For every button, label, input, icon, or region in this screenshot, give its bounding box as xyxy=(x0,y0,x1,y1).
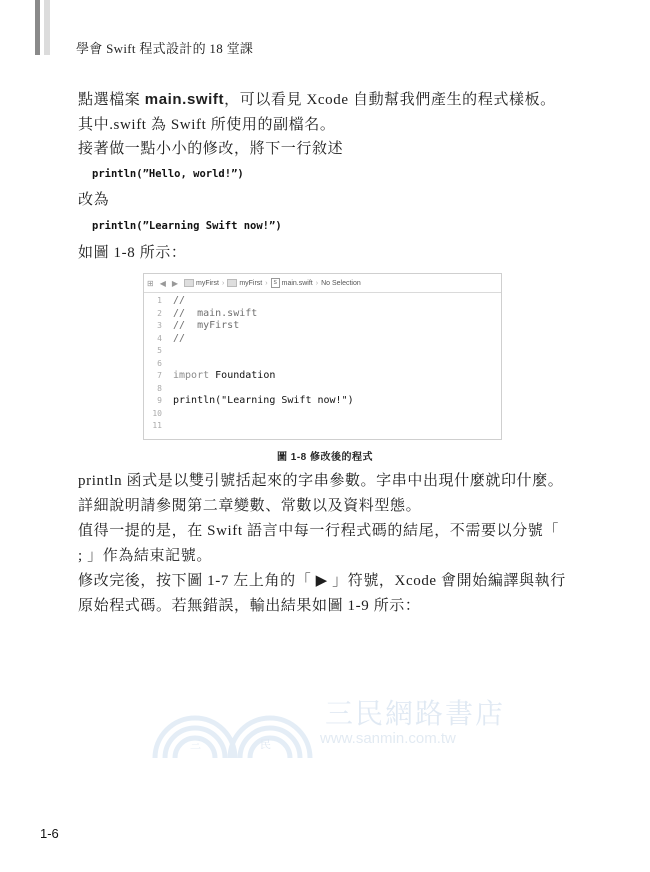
code-line xyxy=(144,345,501,358)
line-code: Foundation xyxy=(215,370,276,381)
line-code: println("Learning Swift now!") xyxy=(173,395,354,406)
watermark-char-1: 三 xyxy=(190,739,201,751)
watermark-url: www.sanmin.com.tw xyxy=(320,730,456,747)
jump-bar xyxy=(144,274,501,293)
code-line xyxy=(144,420,501,433)
crumb-project[interactable]: myFirst xyxy=(196,279,219,287)
code-line xyxy=(144,395,501,408)
filename-main-swift: main.swift xyxy=(144,91,225,108)
code-line xyxy=(144,320,501,333)
figure-caption: 圖 1-8 修改後的程式 xyxy=(276,452,373,463)
paragraph-4: 如圖 1-8 所示： xyxy=(78,245,187,261)
grid-icon[interactable]: ⊞ xyxy=(147,278,154,288)
paragraph-1 xyxy=(78,87,568,138)
p1-prefix: 點選檔案 xyxy=(78,92,145,108)
line-number: 6 xyxy=(157,358,162,368)
crumb-selection[interactable]: No Selection xyxy=(321,279,361,287)
line-code: // xyxy=(173,332,186,344)
swift-file-icon: S xyxy=(271,278,280,288)
folder-icon xyxy=(227,279,237,287)
xcode-editor-figure xyxy=(143,273,502,440)
project-icon xyxy=(184,279,194,287)
keyword-import: import xyxy=(173,370,210,381)
line-number: 5 xyxy=(157,346,162,355)
decorative-bar-dark xyxy=(35,0,40,55)
crumb-file[interactable]: main.swift xyxy=(281,279,313,287)
p1-suffix: ，可以看見 Xcode 自動幫我們產生的程式樣板。其中.swift 為 Swift 所使用的副檔名。 xyxy=(78,92,556,133)
line-code: // myFirst xyxy=(173,320,240,331)
watermark-title: 三民網路書店 xyxy=(325,697,506,730)
forward-arrow-icon[interactable]: ▶ xyxy=(171,278,179,288)
line-code: // xyxy=(173,295,186,306)
code-snippet-modified: println(”Learning Swift now!”) xyxy=(92,220,282,232)
code-line xyxy=(144,295,501,308)
line-number: 9 xyxy=(157,396,162,405)
decorative-bar-light xyxy=(44,0,50,55)
line-number: 2 xyxy=(157,308,162,318)
chevron-right-icon: › xyxy=(221,279,225,287)
paragraph-2: 接著做一點小小的修改，將下一行敘述 xyxy=(78,141,344,157)
page-number: 1-6 xyxy=(40,826,59,841)
paragraph-6: 值得一提的是，在 Swift 語言中每一行程式碼的結尾，不需要以分號「 ; 」作為結束記號。 xyxy=(78,523,560,564)
line-number: 11 xyxy=(152,421,162,430)
paragraph-7: 修改完後，按下圖 1-7 左上角的「 ▶ 」符號，Xcode 會開始編譯與執行原始程式碼。若無錯誤，輸出結果如圖 1-9 所示： xyxy=(78,573,566,614)
code-line xyxy=(144,383,501,396)
chevron-right-icon: › xyxy=(315,279,319,287)
crumb-folder[interactable]: myFirst xyxy=(239,279,263,287)
code-snippet-original: println(”Hello, world!”) xyxy=(92,168,244,180)
code-line xyxy=(144,308,501,321)
code-line xyxy=(144,333,501,346)
line-code: // main.swift xyxy=(173,307,258,319)
watermark xyxy=(150,690,510,760)
line-number: 3 xyxy=(157,321,162,330)
code-line xyxy=(144,370,501,383)
code-line xyxy=(144,358,501,371)
back-arrow-icon[interactable]: ◀ xyxy=(159,278,166,288)
watermark-char-2: 民 xyxy=(260,739,271,751)
paragraph-3: 改為 xyxy=(78,192,110,208)
running-title: 學會 Swift 程式設計的 18 堂課 xyxy=(76,41,254,56)
paragraph-5: println 函式是以雙引號括起來的字串參數。字串中出現什麼就印什麼。詳細說明請參閱第二章變數、常數以及資料型態。 xyxy=(78,473,564,514)
code-line xyxy=(144,408,501,421)
line-number: 8 xyxy=(157,383,162,393)
line-number: 1 xyxy=(157,296,162,305)
line-number: 4 xyxy=(157,333,162,343)
code-area[interactable] xyxy=(144,293,501,433)
arch-logo-icon xyxy=(150,690,320,760)
chevron-right-icon: › xyxy=(265,279,268,287)
line-number: 7 xyxy=(157,371,162,380)
line-number: 10 xyxy=(152,408,162,418)
